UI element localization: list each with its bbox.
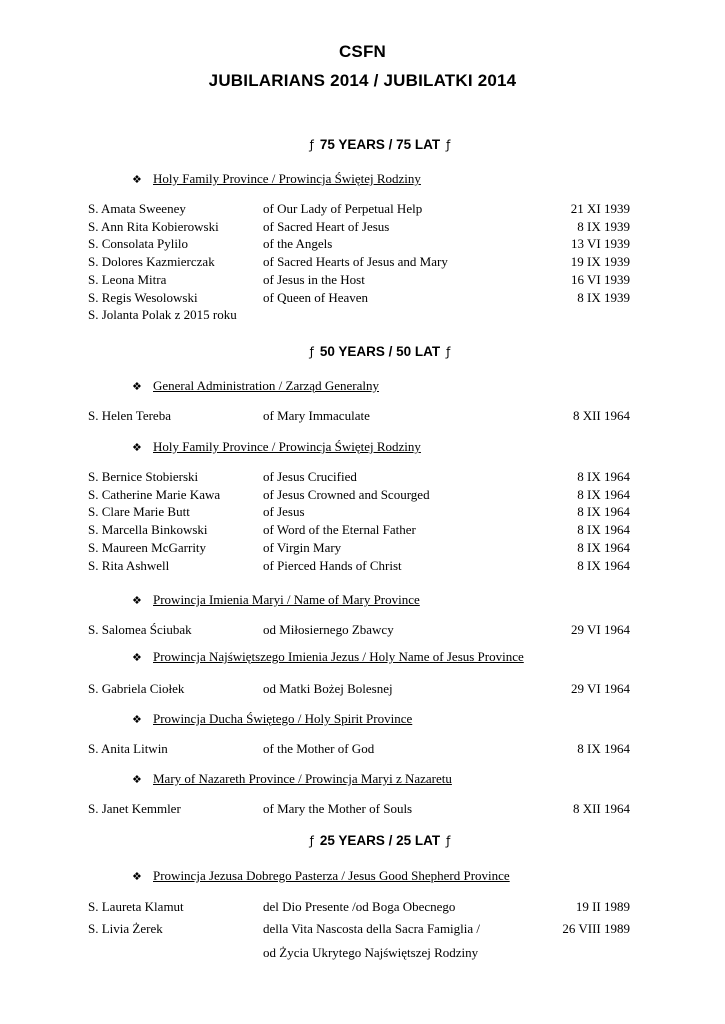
member-religious-title: of Mary Immaculate bbox=[263, 408, 370, 423]
member-row bbox=[0, 540, 725, 558]
section-heading-text: 25 YEARS / 25 LAT bbox=[319, 833, 441, 848]
member-religious-title: of the Mother of God bbox=[263, 741, 375, 756]
ornament-right-icon: ƒ bbox=[446, 138, 451, 152]
diamond-bullet-icon: ❖ bbox=[132, 713, 142, 726]
province-heading bbox=[132, 868, 510, 884]
member-name: S. Livia Żerek bbox=[88, 921, 163, 936]
diamond-bullet-icon: ❖ bbox=[132, 651, 142, 664]
member-name: S. Leona Mitra bbox=[88, 272, 167, 287]
member-row bbox=[0, 201, 725, 219]
diamond-bullet-icon: ❖ bbox=[132, 594, 142, 607]
member-row bbox=[0, 272, 725, 290]
member-religious-title: della Vita Nascosta della Sacra Famiglia / bbox=[263, 921, 481, 936]
member-name: S. Helen Tereba bbox=[88, 408, 171, 423]
member-date: 8 IX 1964 bbox=[577, 469, 630, 484]
member-date: 8 IX 1964 bbox=[577, 540, 630, 555]
member-date: 8 IX 1964 bbox=[577, 558, 630, 573]
member-name: S. Maureen McGarrity bbox=[88, 540, 207, 555]
province-label: Holy Family Province / Prowincja Świętej Rodziny bbox=[153, 439, 421, 454]
member-date: 8 IX 1964 bbox=[577, 522, 630, 537]
member-date: 19 II 1989 bbox=[575, 899, 630, 914]
ornament-right-icon: ƒ bbox=[446, 834, 451, 848]
member-row bbox=[0, 504, 725, 522]
member-row bbox=[0, 622, 725, 640]
member-religious-title: of Pierced Hands of Christ bbox=[263, 558, 402, 573]
member-religious-title: of Sacred Hearts of Jesus and Mary bbox=[263, 254, 448, 269]
province-label: Prowincja Ducha Świętego / Holy Spirit Province bbox=[153, 711, 413, 726]
member-religious-title: of Sacred Heart of Jesus bbox=[263, 219, 390, 234]
member-row bbox=[0, 801, 725, 819]
member-religious-title: of Mary the Mother of Souls bbox=[263, 801, 413, 816]
province-heading bbox=[132, 711, 412, 727]
member-row bbox=[0, 487, 725, 505]
member-date: 21 XI 1939 bbox=[570, 201, 630, 216]
section-heading-text: 50 YEARS / 50 LAT bbox=[319, 344, 441, 359]
member-row bbox=[0, 921, 725, 939]
member-name: S. Janet Kemmler bbox=[88, 801, 181, 816]
member-name: S. Regis Wesolowski bbox=[88, 290, 198, 305]
member-row-continuation bbox=[0, 945, 725, 963]
province-label: Prowincja Imienia Maryi / Name of Mary Province bbox=[153, 592, 420, 607]
diamond-bullet-icon: ❖ bbox=[132, 441, 142, 454]
member-date: 8 IX 1964 bbox=[577, 487, 630, 502]
member-name: S. Marcella Binkowski bbox=[88, 522, 208, 537]
member-date: 8 IX 1939 bbox=[577, 290, 630, 305]
member-religious-title: od Życia Ukrytego Najświętszej Rodziny bbox=[263, 945, 479, 960]
document-title-csfn: CSFN bbox=[338, 42, 387, 61]
member-row bbox=[0, 469, 725, 487]
diamond-bullet-icon: ❖ bbox=[132, 173, 142, 186]
document-title-jubilarians: JUBILARIANS 2014 / JUBILATKI 2014 bbox=[208, 71, 517, 90]
ornament-left-icon: ƒ bbox=[309, 834, 314, 848]
province-heading bbox=[132, 439, 421, 455]
member-row bbox=[0, 558, 725, 576]
member-date: 29 VI 1964 bbox=[571, 681, 630, 696]
province-label: Prowincja Najświętszego Imienia Jezus / Holy Name of Jesus Province bbox=[153, 649, 524, 664]
province-label: Prowincja Jezusa Dobrego Pasterza / Jesus Good Shepherd Province bbox=[153, 868, 510, 883]
member-religious-title: of Jesus bbox=[263, 504, 305, 519]
member-row bbox=[0, 236, 725, 254]
member-name: S. Gabriela Ciołek bbox=[88, 681, 185, 696]
member-name: S. Jolanta Polak z 2015 roku bbox=[88, 307, 237, 322]
ornament-left-icon: ƒ bbox=[309, 345, 314, 359]
member-row bbox=[0, 408, 725, 426]
member-row bbox=[0, 681, 725, 699]
member-religious-title: of Jesus Crucified bbox=[263, 469, 357, 484]
member-row bbox=[0, 741, 725, 759]
province-label: General Administration / Zarząd Generalny bbox=[153, 378, 379, 393]
member-date: 8 IX 1964 bbox=[577, 741, 630, 756]
province-heading bbox=[132, 649, 524, 665]
member-religious-title: of Jesus Crowned and Scourged bbox=[263, 487, 430, 502]
member-religious-title: of Word of the Eternal Father bbox=[263, 522, 416, 537]
member-name: S. Dolores Kazmierczak bbox=[88, 254, 215, 269]
province-label: Mary of Nazareth Province / Prowincja Maryi z Nazaretu bbox=[153, 771, 452, 786]
member-date: 26 VIII 1989 bbox=[562, 921, 630, 936]
member-row bbox=[0, 290, 725, 308]
section-heading-50-years bbox=[0, 344, 725, 359]
member-row bbox=[0, 254, 725, 272]
diamond-bullet-icon: ❖ bbox=[132, 870, 142, 883]
member-date: 16 VI 1939 bbox=[571, 272, 630, 287]
member-row bbox=[0, 219, 725, 237]
member-religious-title: of Virgin Mary bbox=[263, 540, 342, 555]
member-date: 19 IX 1939 bbox=[570, 254, 630, 269]
section-heading-75-years bbox=[0, 137, 725, 152]
member-name: S. Ann Rita Kobierowski bbox=[88, 219, 219, 234]
member-religious-title: of Jesus in the Host bbox=[263, 272, 365, 287]
province-heading bbox=[132, 378, 379, 394]
section-heading-25-years bbox=[0, 833, 725, 848]
member-religious-title: of the Angels bbox=[263, 236, 333, 251]
member-name: S. Clare Marie Butt bbox=[88, 504, 190, 519]
member-date: 8 IX 1939 bbox=[577, 219, 630, 234]
member-date: 8 XII 1964 bbox=[572, 408, 630, 423]
province-label: Holy Family Province / Prowincja Świętej Rodziny bbox=[153, 171, 421, 186]
member-religious-title: del Dio Presente /od Boga Obecnego bbox=[263, 899, 456, 914]
member-row bbox=[0, 522, 725, 540]
member-date: 8 IX 1964 bbox=[577, 504, 630, 519]
member-religious-title: od Matki Bożej Bolesnej bbox=[263, 681, 393, 696]
member-religious-title: of Our Lady of Perpetual Help bbox=[263, 201, 423, 216]
ornament-left-icon: ƒ bbox=[309, 138, 314, 152]
member-name: S. Bernice Stobierski bbox=[88, 469, 199, 484]
member-name: S. Laureta Klamut bbox=[88, 899, 184, 914]
member-date: 8 XII 1964 bbox=[572, 801, 630, 816]
member-name: S. Rita Ashwell bbox=[88, 558, 170, 573]
diamond-bullet-icon: ❖ bbox=[132, 773, 142, 786]
province-heading bbox=[132, 771, 452, 787]
member-date: 29 VI 1964 bbox=[571, 622, 630, 637]
member-name: S. Salomea Ściubak bbox=[88, 622, 192, 637]
ornament-right-icon: ƒ bbox=[446, 345, 451, 359]
section-heading-text: 75 YEARS / 75 LAT bbox=[319, 137, 441, 152]
diamond-bullet-icon: ❖ bbox=[132, 380, 142, 393]
province-heading bbox=[132, 592, 420, 608]
member-name: S. Amata Sweeney bbox=[88, 201, 186, 216]
member-date: 13 VI 1939 bbox=[571, 236, 630, 251]
member-name: S. Consolata Pylilo bbox=[88, 236, 189, 251]
member-religious-title: od Miłosiernego Zbawcy bbox=[263, 622, 394, 637]
member-row bbox=[0, 899, 725, 917]
member-row bbox=[0, 307, 725, 325]
province-heading bbox=[132, 171, 421, 187]
member-name: S. Anita Litwin bbox=[88, 741, 168, 756]
member-religious-title: of Queen of Heaven bbox=[263, 290, 369, 305]
member-name: S. Catherine Marie Kawa bbox=[88, 487, 221, 502]
